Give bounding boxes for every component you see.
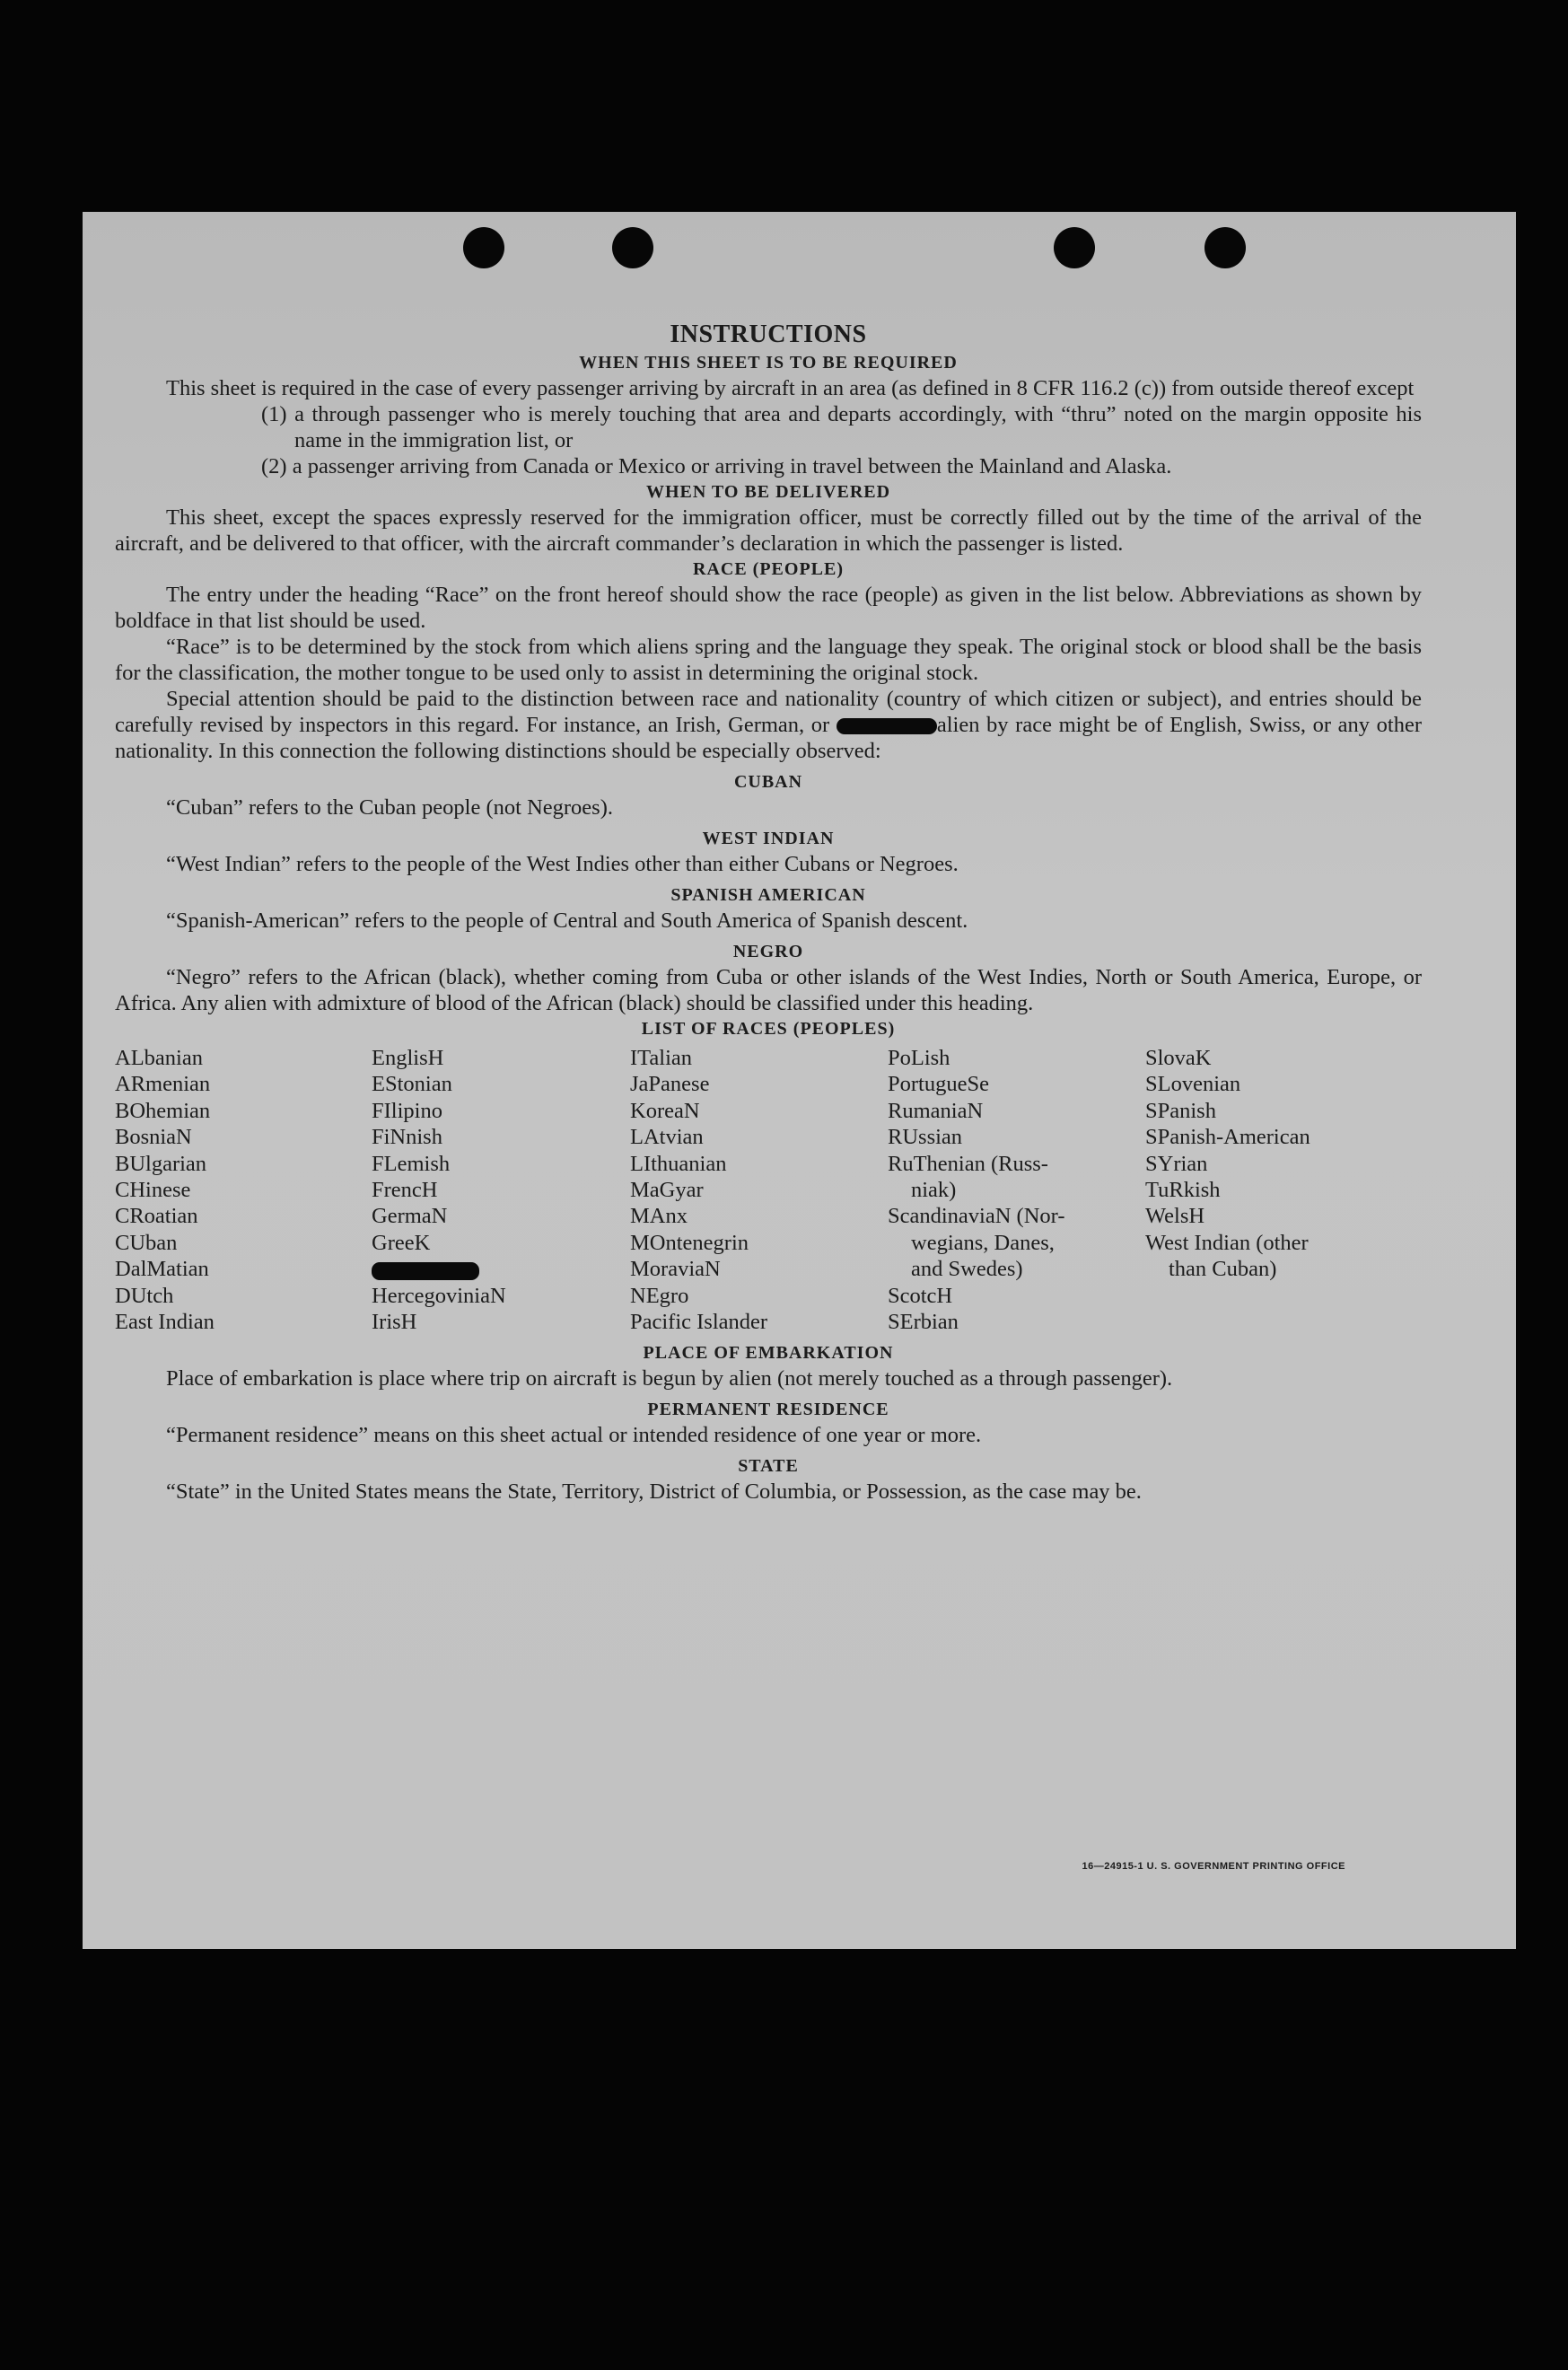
race-entry: WelsH xyxy=(1145,1204,1205,1229)
race-entry: RuThenian (Russ- xyxy=(888,1151,1048,1176)
punch-hole xyxy=(463,227,504,268)
race-entry: EnglisH xyxy=(372,1046,444,1070)
races-list xyxy=(115,1045,1422,1335)
races-column-1 xyxy=(115,1045,372,1335)
race-entry: NEgro xyxy=(630,1283,689,1308)
races-column-4 xyxy=(888,1045,1145,1335)
race-entry: BUlgarian xyxy=(115,1151,207,1176)
spanish-american-text: “Spanish-American” refers to the people of Central and South America of Spanish descent. xyxy=(166,908,968,933)
page-title: INSTRUCTIONS xyxy=(670,320,867,348)
race-entry: TuRkish xyxy=(1145,1178,1221,1203)
race-paragraph-3-part-a: Special attention should be paid to the distinction between race and nationality (country of which citizen or subject), and entries should be carefully revised by inspectors in this regard. For instance, an Irish, German, or xyxy=(115,687,1422,737)
instructions-body xyxy=(115,320,1422,1505)
race-entry: CUban xyxy=(115,1230,178,1255)
section-heading-residence: PERMANENT RESIDENCE xyxy=(647,1400,889,1420)
race-entry: CRoatian xyxy=(115,1204,198,1229)
race-entry: BosniaN xyxy=(115,1125,192,1150)
race-entry: GermaN xyxy=(372,1204,448,1229)
cuban-text: “Cuban” refers to the Cuban people (not Negroes). xyxy=(166,795,613,820)
punch-hole xyxy=(612,227,653,268)
state-text: “State” in the United States means the State, Territory, District of Columbia, or Possession, as the case may be. xyxy=(166,1479,1142,1505)
race-entry: EStonian xyxy=(372,1072,452,1097)
race-entry: MAnx xyxy=(630,1204,688,1229)
residence-text: “Permanent residence” means on this sheet actual or intended residence of one year or more. xyxy=(166,1423,982,1448)
race-entry: FLemish xyxy=(372,1151,451,1176)
race-entry: HercegoviniaN xyxy=(372,1283,506,1308)
race-entry: PortugueSe xyxy=(888,1072,989,1097)
printer-code: 16—24915-1 U. S. GOVERNMENT PRINTING OFFICE xyxy=(1082,1861,1345,1872)
race-entry: PoLish xyxy=(888,1046,950,1070)
race-entry: Pacific Islander xyxy=(630,1310,768,1335)
race-entry: SErbian xyxy=(888,1310,959,1335)
race-entry: ARmenian xyxy=(115,1072,211,1097)
section-heading-state: STATE xyxy=(738,1456,799,1477)
redaction-mark xyxy=(837,718,937,734)
race-entry: GreeK xyxy=(372,1230,431,1255)
section-heading-when-delivered: WHEN TO BE DELIVERED xyxy=(645,482,891,502)
race-entry: DUtch xyxy=(115,1283,174,1308)
race-entry: RUssian xyxy=(888,1125,963,1150)
race-entry: FIlipino xyxy=(372,1098,442,1123)
exception-item: (1) a through passenger who is merely touching that area and departs accordingly, with “thru” noted on the margin opposite his name in the immigration list, or xyxy=(261,402,1422,452)
section-heading-cuban: CUBAN xyxy=(733,772,803,792)
section-heading-when-required: WHEN THIS SHEET IS TO BE REQUIRED xyxy=(579,353,958,373)
race-entry: ScotcH xyxy=(888,1283,953,1308)
race-entry: SLovenian xyxy=(1145,1072,1241,1097)
race-entry: DalMatian xyxy=(115,1257,209,1282)
race-entry: ITalian xyxy=(630,1046,693,1070)
race-entry: IrisH xyxy=(372,1310,417,1335)
negro-text: “Negro” refers to the African (black), whether coming from Cuba or other islands of the West Indies, North or South America, Europe, or Africa. Any alien with admixture of blood of the African (black) should be classified under this heading. xyxy=(115,965,1422,1015)
section-heading-spanish-american: SPANISH AMERICAN xyxy=(670,885,866,905)
west-indian-text: “West Indian” refers to the people of the West Indies other than either Cubans or Negroes. xyxy=(166,852,959,876)
race-entry: FrencH xyxy=(372,1178,438,1203)
document-sheet xyxy=(83,212,1516,1949)
race-entry: MOntenegrin xyxy=(630,1230,749,1255)
race-entry: CHinese xyxy=(115,1178,191,1203)
race-entry: KoreaN xyxy=(630,1098,700,1123)
race-paragraph-3-part-b: alien by race might be of English, Swiss, or any other nationality. In this connection the following distinctions should be especially observed: xyxy=(115,713,1423,763)
when-required-text: This sheet is required in the case of every passenger arriving by aircraft in an area (as defined in 8 CFR 116.2 (c)) from outside thereof except xyxy=(166,376,1415,400)
section-heading-races-list: LIST OF RACES (PEOPLES) xyxy=(641,1019,896,1039)
race-paragraph-3 xyxy=(115,686,1422,764)
race-entry: LAtvian xyxy=(630,1125,704,1150)
when-delivered-text: This sheet, except the spaces expressly reserved for the immigration officer, must be correctly filled out by the time of the arrival of the aircraft, and be delivered to that officer, with the aircraft commander’s declaration in which the passenger is listed. xyxy=(115,505,1422,556)
races-column-5 xyxy=(1145,1045,1415,1335)
race-entry: SPanish-American xyxy=(1145,1125,1310,1150)
section-heading-race: RACE (PEOPLE) xyxy=(693,559,844,579)
race-entry-continued: and Swedes) xyxy=(911,1257,1023,1282)
race-paragraph-1: The entry under the heading “Race” on the front hereof should show the race (people) as given in the list below. Abbreviations as shown by boldface in that list should be used. xyxy=(115,583,1422,633)
race-entry: West Indian (other xyxy=(1145,1230,1309,1255)
embarkation-text: Place of embarkation is place where trip on aircraft is begun by alien (not merely touched as a through passenger). xyxy=(166,1366,1173,1391)
section-heading-west-indian: WEST INDIAN xyxy=(702,829,835,848)
punch-hole xyxy=(1054,227,1095,268)
races-column-2 xyxy=(372,1045,630,1335)
race-entry-continued: niak) xyxy=(911,1178,957,1203)
race-entry-continued: wegians, Danes, xyxy=(911,1230,1055,1255)
race-entry: SYrian xyxy=(1145,1151,1208,1176)
race-entry-continued: than Cuban) xyxy=(1169,1257,1277,1282)
section-heading-negro: NEGRO xyxy=(732,942,804,961)
race-entry: SPanish xyxy=(1145,1098,1216,1123)
race-entry: MaGyar xyxy=(630,1178,704,1203)
race-entry: ALbanian xyxy=(115,1046,203,1070)
section-heading-embarkation: PLACE OF EMBARKATION xyxy=(643,1343,894,1364)
redaction-mark xyxy=(372,1262,479,1280)
race-entry: JaPanese xyxy=(630,1072,710,1097)
race-entry: FiNnish xyxy=(372,1125,442,1150)
races-column-3 xyxy=(630,1045,888,1335)
race-entry: BOhemian xyxy=(115,1098,211,1123)
race-entry: ScandinaviaN (Nor- xyxy=(888,1204,1065,1229)
race-entry: RumaniaN xyxy=(888,1098,984,1123)
race-entry: LIthuanian xyxy=(630,1151,727,1176)
race-entry: SlovaK xyxy=(1145,1046,1212,1070)
race-entry: East Indian xyxy=(115,1310,215,1335)
punch-hole xyxy=(1204,227,1246,268)
exception-item: (2) a passenger arriving from Canada or Mexico or arriving in travel between the Mainland and Alaska. xyxy=(261,454,1172,478)
race-entry-redacted xyxy=(372,1256,630,1282)
race-entry: MoraviaN xyxy=(630,1257,721,1282)
race-paragraph-2: “Race” is to be determined by the stock from which aliens spring and the language they speak. The original stock or blood shall be the basis for the classification, the mother tongue to be used only to assist in determining the original stock. xyxy=(115,635,1422,685)
